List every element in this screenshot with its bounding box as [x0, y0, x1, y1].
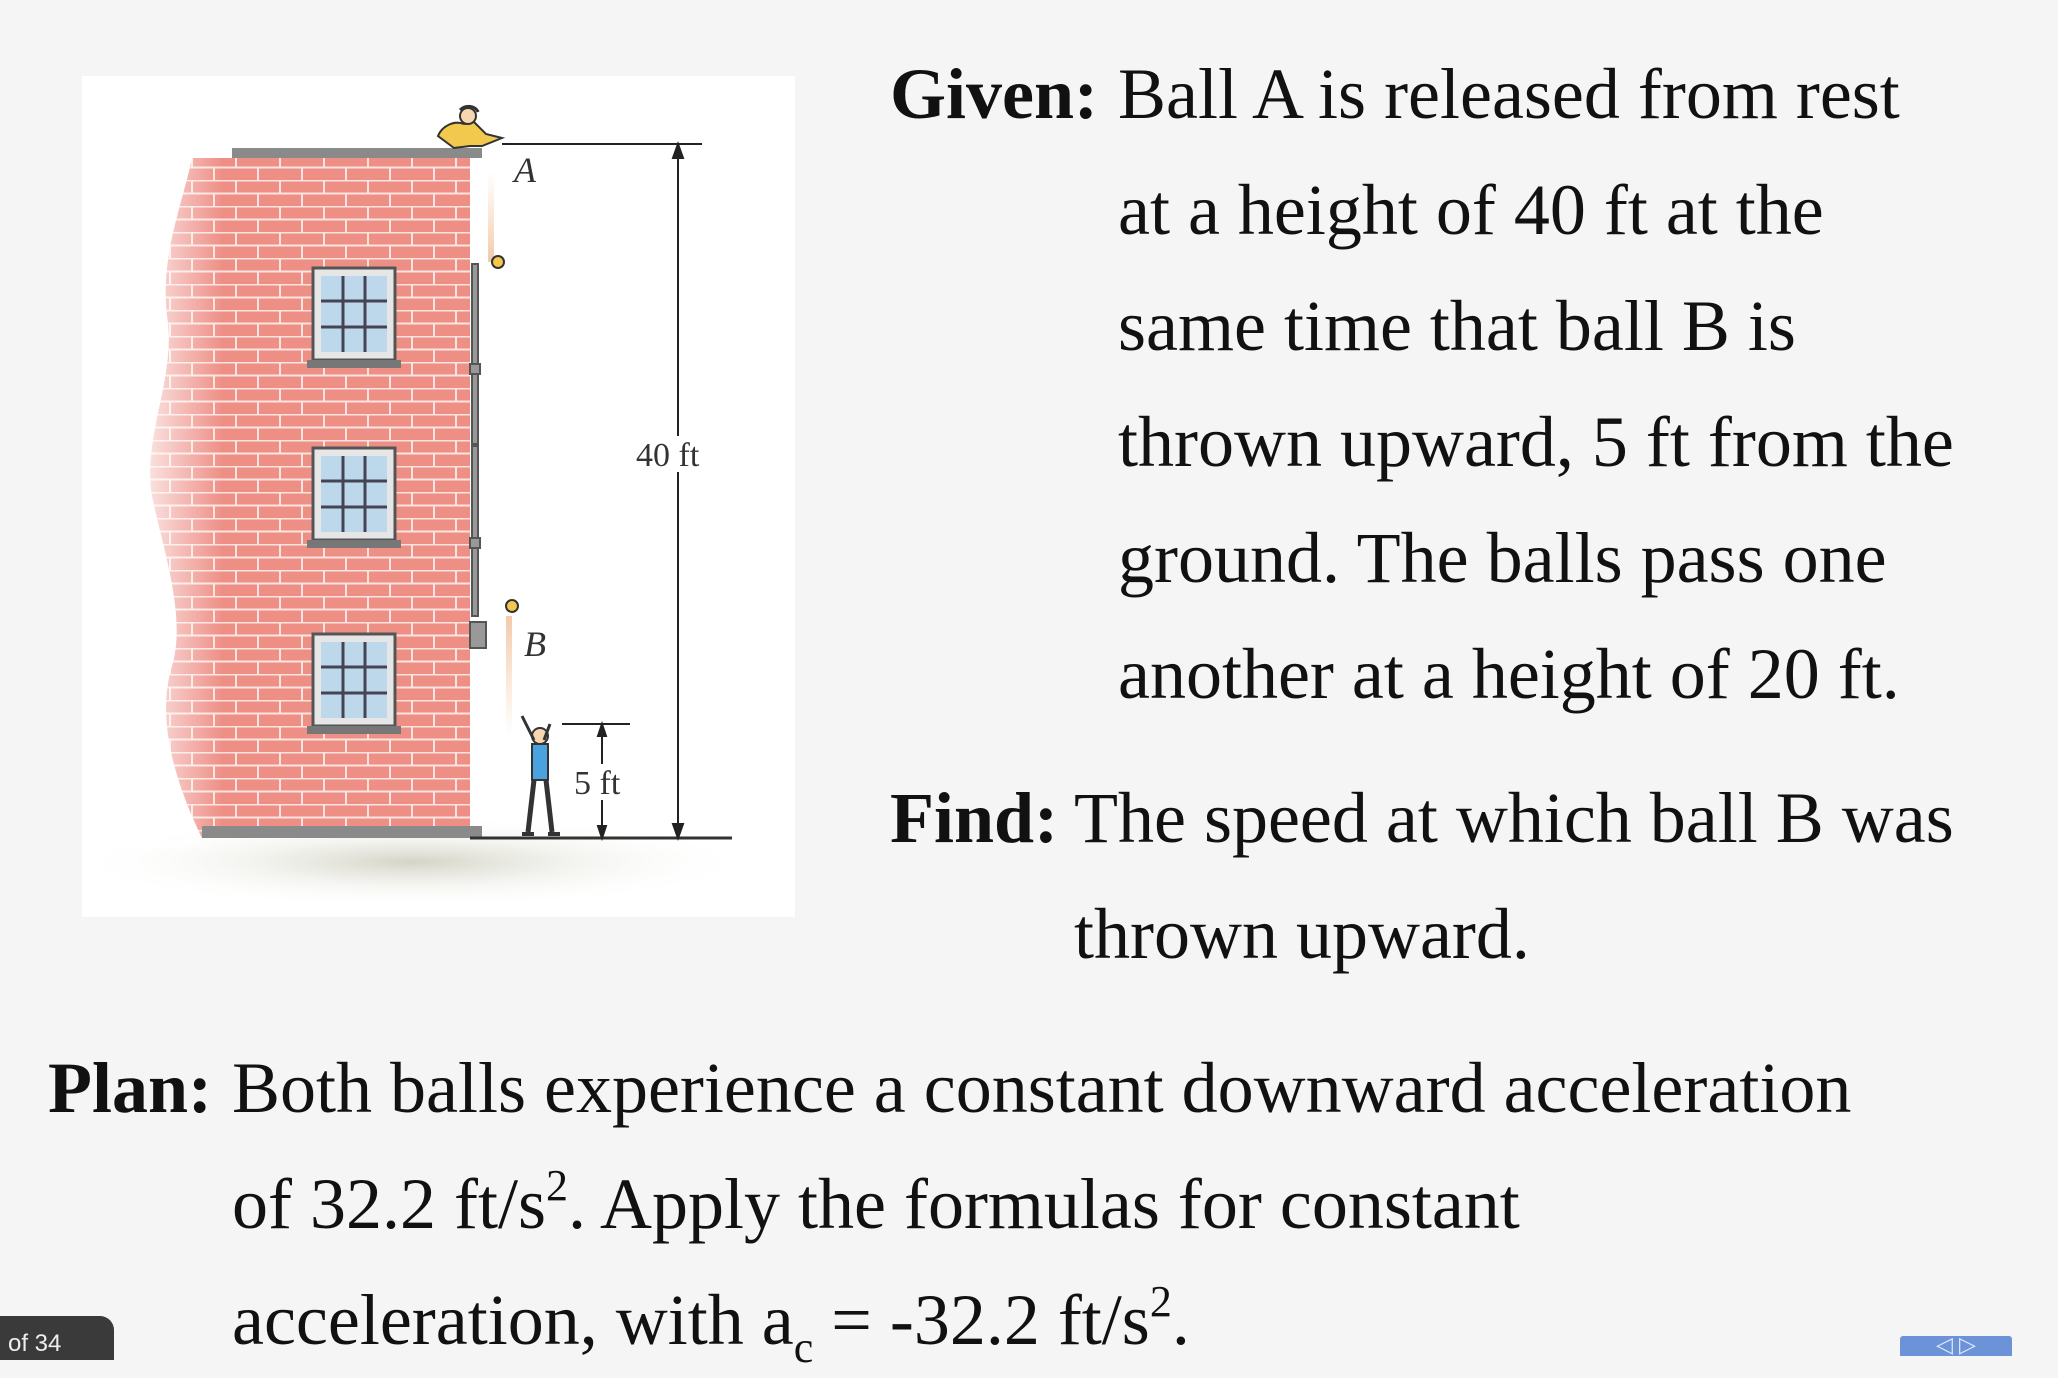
- roof-ledge: [232, 148, 482, 158]
- next-arrow-icon[interactable]: ▷: [1959, 1333, 1976, 1358]
- given-label: Given:: [890, 54, 1098, 134]
- wall-brackets: [470, 264, 486, 648]
- label-b: B: [524, 624, 546, 664]
- ball-b-trail: [506, 616, 512, 736]
- page-indicator: of 34: [0, 1316, 114, 1360]
- plan-line-3: acceleration, with $a_c = -32.2$ $ft/s^2$.: [232, 1277, 1190, 1372]
- find-label: Find:: [890, 778, 1059, 858]
- building-diagram: [82, 76, 795, 917]
- ball-a-trail: [488, 172, 494, 262]
- find-text: [1074, 760, 1954, 992]
- person-b: [522, 716, 560, 834]
- ball-a: [492, 256, 504, 268]
- dimension-5ft-label: 5 ft: [574, 765, 621, 802]
- given-line: same time that ball B is: [1118, 286, 1796, 366]
- building-base: [202, 826, 482, 838]
- given-line: thrown upward, 5 ft from the: [1118, 402, 1954, 482]
- given-line: another at a height of 20 ft.: [1118, 634, 1900, 714]
- plan-line-1: Both balls experience a constant downward acceleration: [232, 1048, 1852, 1128]
- plan-label: Plan:: [48, 1048, 213, 1128]
- window-3: [307, 634, 401, 734]
- given-line: ground. The balls pass one: [1118, 518, 1887, 598]
- prev-arrow-icon[interactable]: ◁: [1936, 1333, 1953, 1358]
- given-line: Ball A is released from rest: [1118, 54, 1900, 134]
- slide-nav: [1900, 1333, 2012, 1358]
- window-1: [307, 268, 401, 368]
- plan-line-2: of 32.2 $ft/s^2$. Apply the formulas for constant: [232, 1161, 1520, 1244]
- person-a: [438, 106, 502, 148]
- given-text: [1118, 36, 1954, 732]
- problem-figure: [82, 76, 795, 917]
- find-line: The speed at which ball B was: [1074, 778, 1954, 858]
- label-a: A: [514, 150, 536, 190]
- plan-text: [232, 1030, 1851, 1378]
- wall-fade: [122, 158, 482, 848]
- find-line: thrown upward.: [1074, 894, 1530, 974]
- window-2: [307, 448, 401, 548]
- dimension-40ft-label: 40 ft: [636, 437, 700, 474]
- given-line: at a height of 40 ft at the: [1118, 170, 1824, 250]
- ball-b: [506, 600, 518, 612]
